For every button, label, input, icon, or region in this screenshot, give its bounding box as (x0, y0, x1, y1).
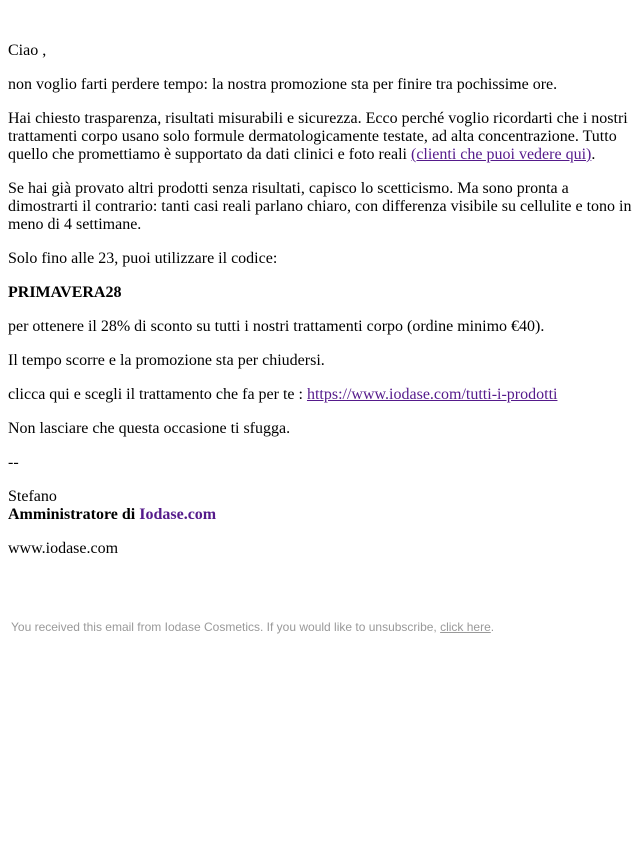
discount-paragraph: per ottenere il 28% di sconto su tutti i nostri trattamenti corpo (ordine minimo €40). (8, 318, 545, 335)
skepticism-paragraph: Se hai già provato altri prodotti senza risultati, capisco lo scetticismo. Ma sono pronta a dimostrarti il contrario: tanti casi reali parlano chiaro, con differenza visibile su cellulite e tono in meno di 4 settimane. (8, 180, 632, 233)
footer-text: You received this email from Iodase Cosmetics. If you would like to unsubscribe, (11, 620, 441, 634)
cta-text: clicca qui e scegli il trattamento che fa per te : (8, 386, 307, 403)
greeting: Ciao , (8, 42, 47, 59)
signature-role-prefix: Amministratore di (8, 506, 140, 523)
signature-website: www.iodase.com (8, 540, 119, 557)
urgency-paragraph: Il tempo scorre e la promozione sta per chiudersi. (8, 352, 325, 369)
all-products-link[interactable]: https://www.iodase.com/tutti-i-prodotti (306, 386, 558, 403)
transparency-period: . (591, 146, 596, 163)
promo-code: PRIMAVERA28 (8, 284, 122, 301)
signature-block (8, 488, 636, 558)
signature-name: Stefano (8, 488, 57, 505)
signature-separator: -- (8, 454, 19, 471)
footer-period: . (490, 620, 495, 634)
intro-paragraph: non voglio farti perdere tempo: la nostra promozione sta per finire tra pochissime ore. (8, 76, 558, 93)
closing-paragraph: Non lasciare che questa occasione ti sfugga. (8, 420, 291, 437)
cta-paragraph (8, 386, 636, 404)
unsubscribe-footer (11, 620, 494, 634)
code-intro: Solo fino alle 23, puoi utilizzare il codice: (8, 250, 278, 267)
signature-brand: Iodase.com (139, 506, 217, 523)
clients-link[interactable]: (clienti che puoi vedere qui) (410, 146, 592, 163)
unsubscribe-link[interactable]: click here (440, 620, 491, 634)
transparency-text: Hai chiesto trasparenza, risultati misurabili e sicurezza. Ecco perché voglio ricordarti che i nostri trattamenti corpo usano solo formule dermatologicamente testate, ad alta concentrazione. Tutto quello che promettiamo è supportato da dati clinici e foto reali (8, 110, 628, 163)
signature-role (8, 506, 636, 524)
email-content (8, 42, 636, 574)
transparency-paragraph (8, 110, 636, 164)
